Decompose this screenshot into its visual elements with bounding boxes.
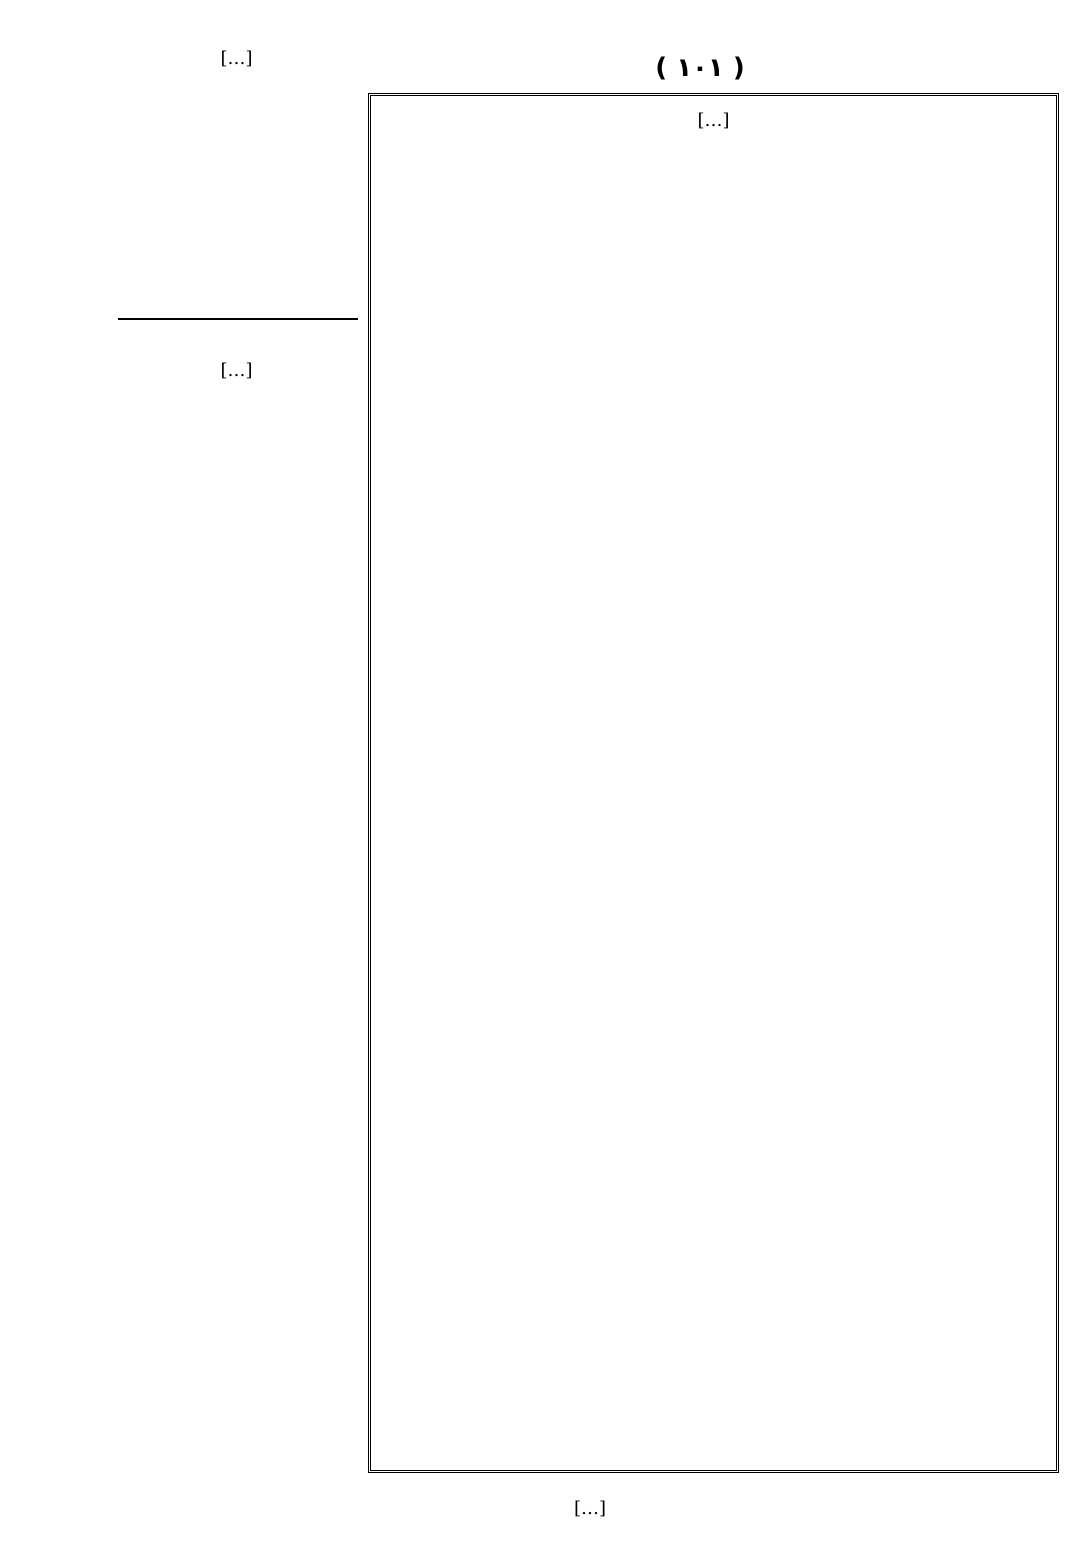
running-header <box>350 48 1050 88</box>
margin-divider <box>118 318 358 320</box>
illegible-margin-upper: […] <box>220 48 253 69</box>
margin-text-lower <box>113 360 360 1500</box>
commentary-text <box>385 110 1042 1456</box>
margin-text-upper <box>113 48 360 313</box>
illegible-footer: […] <box>573 1497 607 1519</box>
commentary-frame <box>368 93 1059 1473</box>
illegible-margin-lower: […] <box>220 360 253 381</box>
illegible-commentary: […] <box>697 110 730 131</box>
footer-text <box>120 1478 1060 1538</box>
page-number: ( ١٠١ ) <box>655 53 745 83</box>
